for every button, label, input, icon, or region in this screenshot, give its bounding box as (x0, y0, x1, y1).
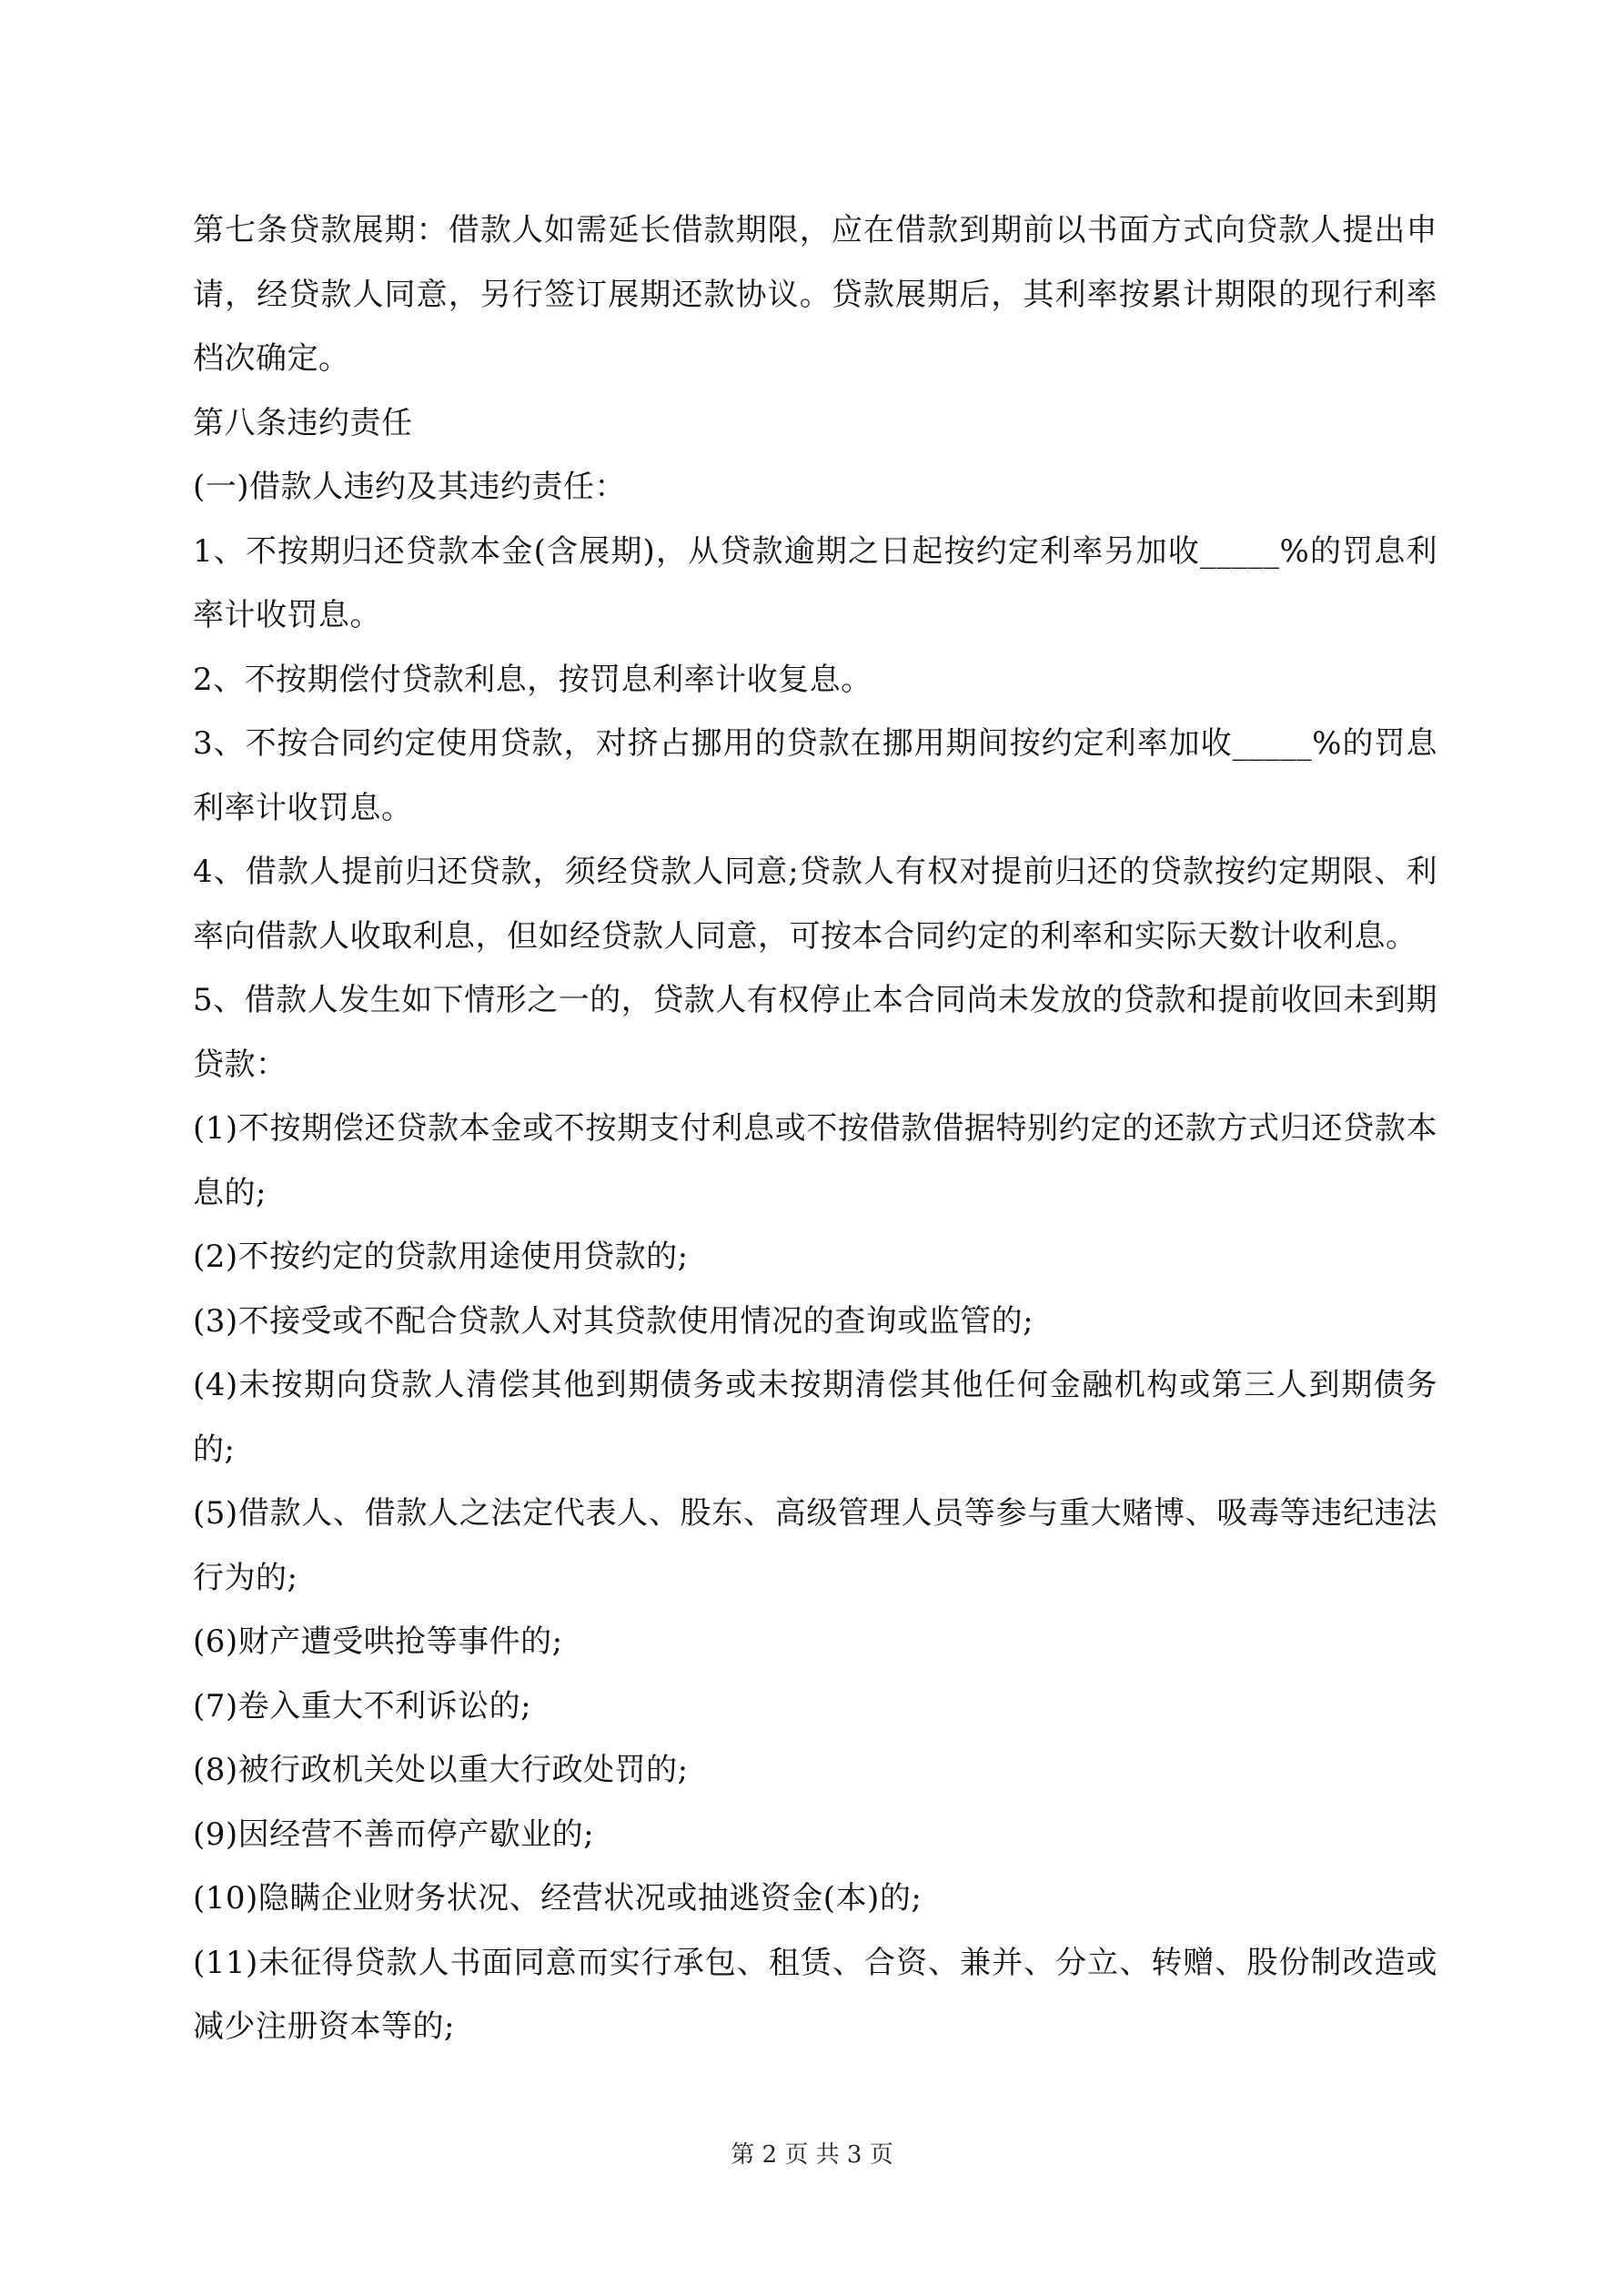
page-number-footer: 第 2 页 共 3 页 (731, 2141, 893, 2169)
paragraph-subitem-4: (4)未按期向贷款人清偿其他到期债务或未按期清偿其他任何金融机构或第三人到期债务的; (193, 1367, 1437, 1468)
document-body (193, 198, 1437, 2059)
paragraph-subitem-10: (10)隐瞒企业财务状况、经营状况或抽逃资金(本)的; (193, 1880, 923, 1917)
paragraph-subitem-11: (11)未征得贷款人书面同意而实行承包、租赁、合资、兼并、分立、转赠、股份制改造或减少注册资本等的; (193, 1944, 1437, 2045)
paragraph-subitem-3: (3)不接受或不配合贷款人对其贷款使用情况的查询或监管的; (193, 1302, 1034, 1340)
paragraph-subitem-2: (2)不按约定的贷款用途使用贷款的; (193, 1239, 689, 1275)
paragraph-subitem-9: (9)因经营不善而停产歇业的; (193, 1816, 595, 1853)
paragraph-article-8-heading: 第八条违约责任 (193, 404, 413, 441)
paragraph-section-1-heading: (一)借款人违约及其违约责任： (193, 469, 627, 505)
paragraph-article-7: 第七条贷款展期：借款人如需延长借款期限，应在借款到期前以书面方式向贷款人提出申请，经贷款人同意，另行签订展期还款协议。贷款展期后，其利率按累计期限的现行利率档次确定。 (193, 212, 1437, 377)
paragraph-subitem-1: (1)不按期偿还贷款本金或不按期支付利息或不按借款借据特别约定的还款方式归还贷款本息的; (193, 1110, 1437, 1211)
paragraph-item-2: 2、不按期偿付贷款利息，按罚息利率计收复息。 (193, 661, 873, 698)
paragraph-subitem-5: (5)借款人、借款人之法定代表人、股东、高级管理人员等参与重大赌博、吸毒等违纪违法行为的; (193, 1495, 1437, 1596)
paragraph-item-1: 1、不按期归还贷款本金(含展期)，从贷款逾期之日起按约定利率另加收_____%的罚息利率计收罚息。 (193, 532, 1437, 633)
paragraph-subitem-6: (6)财产遭受哄抢等事件的; (193, 1623, 563, 1660)
paragraph-subitem-7: (7)卷入重大不利诉讼的; (193, 1687, 532, 1725)
paragraph-item-5: 5、借款人发生如下情形之一的，贷款人有权停止本合同尚未发放的贷款和提前收回未到期贷款： (193, 982, 1437, 1083)
paragraph-item-3: 3、不按合同约定使用贷款，对挤占挪用的贷款在挪用期间按约定利率加收_____%的罚息利率计收罚息。 (193, 725, 1437, 826)
paragraph-item-4: 4、借款人提前归还贷款，须经贷款人同意;贷款人有权对提前归还的贷款按约定期限、利率向借款人收取利息，但如经贷款人同意，可按本合同约定的利率和实际天数计收利息。 (193, 854, 1437, 955)
paragraph-subitem-8: (8)被行政机关处以重大行政处罚的; (193, 1752, 689, 1788)
